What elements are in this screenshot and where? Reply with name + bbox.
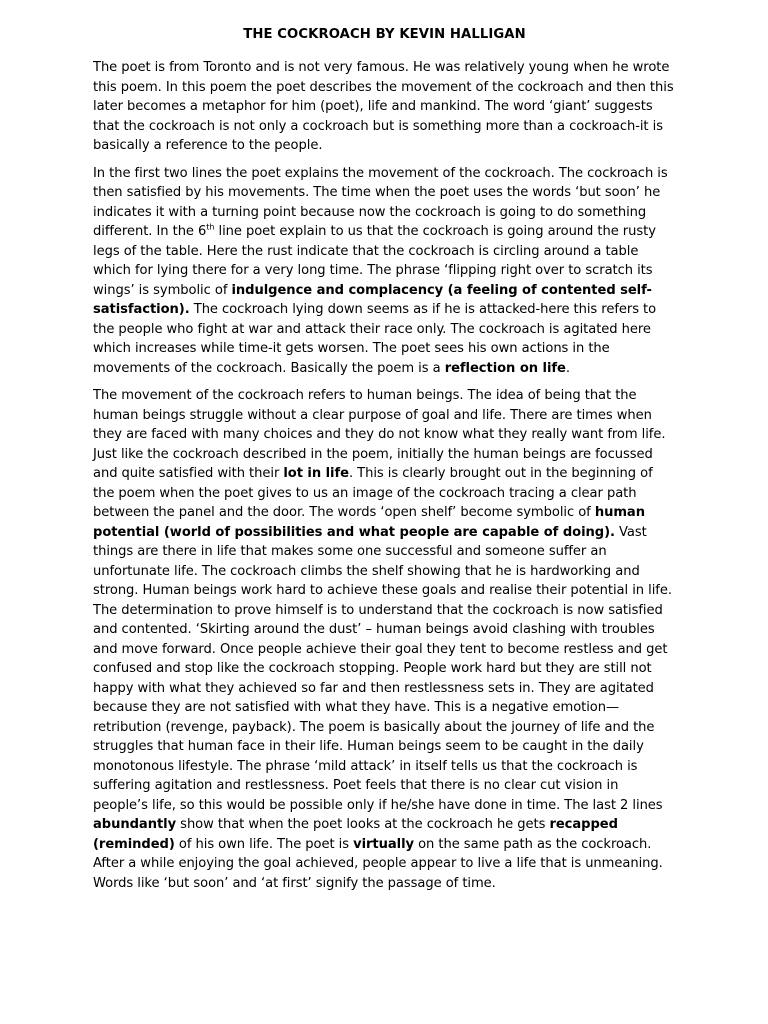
text-run: line poet explain to us that the cockroach is going around the rusty legs of the table. Here the rust indicate that the cockroach is circling around a table which for lying there for a very long time. The phrase ‘flipping right over to scratch its wings’ is symbolic of xyxy=(93,224,656,298)
bold-phrase: lot in life xyxy=(283,466,349,481)
text-run: In the first two lines the poet explains the movement of the cockroach. The cockroach is then satisfied by his movements. The time when the poet uses the words ‘but soon’ he indicates it with a turning point because now the cockroach is going to do something different. In the 6 xyxy=(93,165,668,239)
bold-phrase: human potential (world of possibilities and what people are capable of doing). xyxy=(93,505,645,540)
document-body xyxy=(93,58,675,893)
text-run: . This is clearly brought out in the beginning of the poem when the poet gives to us an image of the cockroach tracing a clear path between the panel and the door. The words ‘open shelf’ become symbolic of xyxy=(93,466,653,520)
paragraph-3 xyxy=(93,386,675,893)
text-run: on the same path as the cockroach. After a while enjoying the goal achieved, people appear to live a life that is unmeaning. Words like ‘but soon’ and ‘at first’ signify the passage of time. xyxy=(93,836,663,891)
bold-phrase: reflection on life xyxy=(444,360,566,376)
text-run: The movement of the cockroach refers to human beings. The idea of being that the human beings struggle without a clear purpose of goal and life. There are times when they are faced with many choices and they do not know what they really want from life. Just like the cockroach described in the poem, initially the human beings are focussed and quite satisfied with their xyxy=(93,388,666,481)
text-run: of his own life. The poet is xyxy=(174,836,354,852)
text-run: . xyxy=(565,360,570,376)
superscript: th xyxy=(206,222,215,232)
paragraph-1 xyxy=(93,58,675,156)
text-run: The cockroach lying down seems as if he is attacked-here this refers to the people who fight at war and attack their race only. The cockroach is agitated here which increases while time-it gets worsen. The poet sees his own actions in the movements of the cockroach. Basically the poem is a xyxy=(93,302,657,376)
document-title: THE COCKROACH BY KEVIN HALLIGAN xyxy=(243,27,526,42)
paragraph-2 xyxy=(93,164,675,379)
text-run: Vast things are there in life that makes some one successful and someone suffer an unfortunate life. The cockroach climbs the shelf showing that he is hardworking and strong. Human beings work hard to achieve these goals and realise their potential in life. The determination to prove himself is to understand that the cockroach is now satisfied and contented. ‘Skirting around the dust’ – human beings avoid clashing with troubles and move forward. Once people achieve their goal they tent to become restless and get confused and stop like the cockroach stopping. People work hard but they are still not happy with what they achieved so far and then restlessness sets in. They are agitated because they are not satisfied with what they have. This is a negative emotion—retribution (revenge, payback). The poem is basically about the journey of life and the struggles that human face in their life. Human beings seem to be caught in the daily monotonous lifestyle. The phrase ‘mild attack’ in itself tells us that the cockroach is suffering agitation and restlessness. Poet feels that there is no clear cut vision in people’s life, so this would be possible only if he/she have done in time. The last 2 lines xyxy=(93,524,672,813)
text-run: The poet is from Toronto and is not very famous. He was relatively young when he wrote this poem. In this poem the poet describes the movement of the cockroach and then this later becomes a metaphor for him (poet), life and mankind. The word ‘giant’ suggests that the cockroach is not only a cockroach but is something more than a cockroach-it is basically a reference to the people. xyxy=(93,60,674,153)
bold-phrase: abundantly xyxy=(93,817,177,832)
bold-phrase: virtually xyxy=(353,836,414,852)
text-run: show that when the poet looks at the cockroach he gets xyxy=(176,817,550,832)
bold-phrase: recapped (reminded) xyxy=(93,817,618,852)
bold-phrase: indulgence and complacency (a feeling of contented self-satisfaction). xyxy=(93,282,652,317)
